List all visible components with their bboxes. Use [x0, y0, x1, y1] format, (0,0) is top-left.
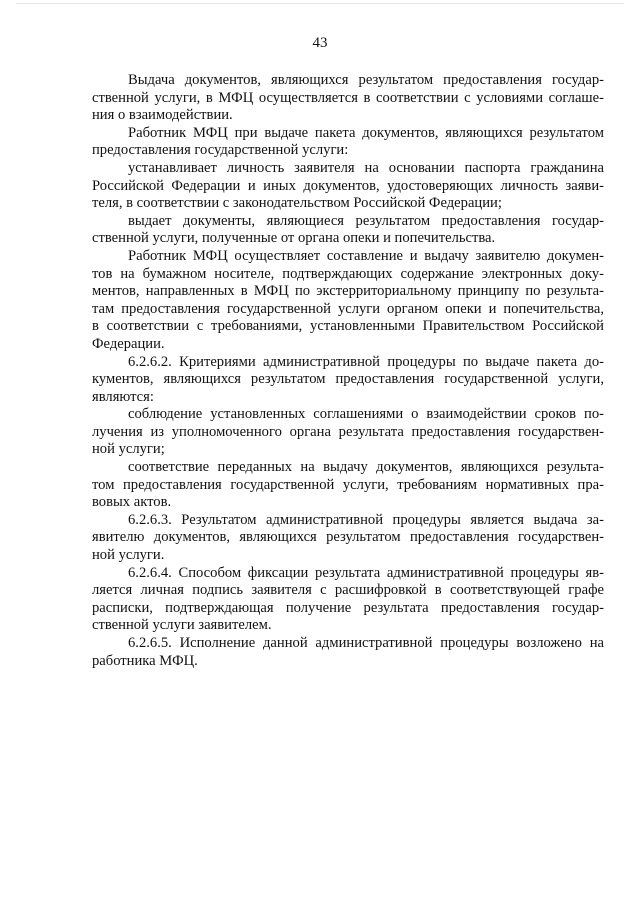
text-line: тов на бумажном носителе, подтверждающих содержание электронных доку-: [92, 265, 604, 282]
paragraph: [92, 406, 604, 459]
paragraph: [92, 565, 604, 635]
paragraph: [92, 160, 604, 213]
text-line: явителю документов, являющихся результатом предоставления государствен-: [92, 529, 604, 546]
paragraph: [92, 512, 604, 565]
paragraph: [92, 72, 604, 125]
text-line: Работник МФЦ осуществляет составление и выдачу заявителю докумен-: [128, 247, 604, 264]
text-line: соответствие переданных на выдачу документов, являющихся результа-: [128, 459, 604, 476]
text-line: там предоставления государственной услуги органом опеки и попечительства,: [92, 300, 604, 317]
text-line: выдает документы, являющиеся результатом предоставления государ-: [128, 212, 604, 229]
text-line: ной услуги;: [92, 441, 165, 458]
page-number: 43: [312, 35, 328, 51]
paragraph: [92, 213, 604, 248]
text-line: 6.2.6.5. Исполнение данной административной процедуры возложено на: [128, 635, 604, 651]
text-line: ственной услуги, в МФЦ осуществляется в соответствии с условиями соглаше-: [92, 89, 604, 106]
text-line: ментов, направленных в МФЦ по экстерриториальному принципу по результа-: [92, 283, 604, 300]
text-line: ляется личная подпись заявителя с расшифровкой в соответствующей графе: [92, 582, 604, 599]
text-line: предоставления государственной услуги:: [92, 142, 349, 159]
text-line: ственной услуги, полученные от органа опеки и попечительства.: [92, 230, 496, 247]
text-line: 6.2.6.2. Критериями административной процедуры по выдаче пакета до-: [128, 353, 604, 370]
page-top-edge: [16, 3, 624, 4]
paragraph: [92, 459, 604, 512]
text-line: работника МФЦ.: [92, 652, 198, 669]
text-line: устанавливает личность заявителя на основании паспорта гражданина: [128, 159, 604, 176]
text-line: Федерации.: [92, 335, 165, 352]
paragraph: [92, 635, 604, 670]
text-line: в соответствии с требованиями, установленными Правительством Российской: [92, 318, 604, 335]
text-line: Российской Федерации и иных документов, удостоверяющих личность заяви-: [92, 177, 604, 194]
text-line: вовых актов.: [92, 494, 172, 511]
text-line: 6.2.6.3. Результатом административной процедуры является выдача за-: [128, 511, 604, 528]
text-line: лучения из уполномоченного органа результата предоставления государствен-: [92, 423, 604, 440]
text-line: ния о взаимодействии.: [92, 107, 233, 124]
document-body: [92, 72, 604, 670]
paragraph: [92, 248, 604, 354]
paragraph: [92, 125, 604, 160]
text-line: кументов, являющихся результатом предоставления государственной услуги,: [92, 371, 604, 388]
text-line: ственной услуги заявителем.: [92, 617, 272, 634]
text-line: соблюдение установленных соглашениями о взаимодействии сроков по-: [128, 406, 604, 423]
text-line: том предоставления государственной услуги, требованиям нормативных пра-: [92, 476, 604, 493]
text-line: расписки, подтверждающая получение результата предоставления государ-: [92, 599, 604, 616]
text-line: 6.2.6.4. Способом фиксации результата административной процедуры яв-: [128, 564, 604, 581]
text-line: являются:: [92, 388, 154, 405]
paragraph: [92, 354, 604, 407]
text-line: ной услуги.: [92, 547, 165, 564]
text-line: Работник МФЦ при выдаче пакета документов, являющихся результатом: [128, 124, 604, 141]
text-line: теля, в соответствии с законодательством Российской Федерации;: [92, 195, 502, 212]
text-line: Выдача документов, являющихся результатом предоставления государ-: [128, 72, 604, 88]
